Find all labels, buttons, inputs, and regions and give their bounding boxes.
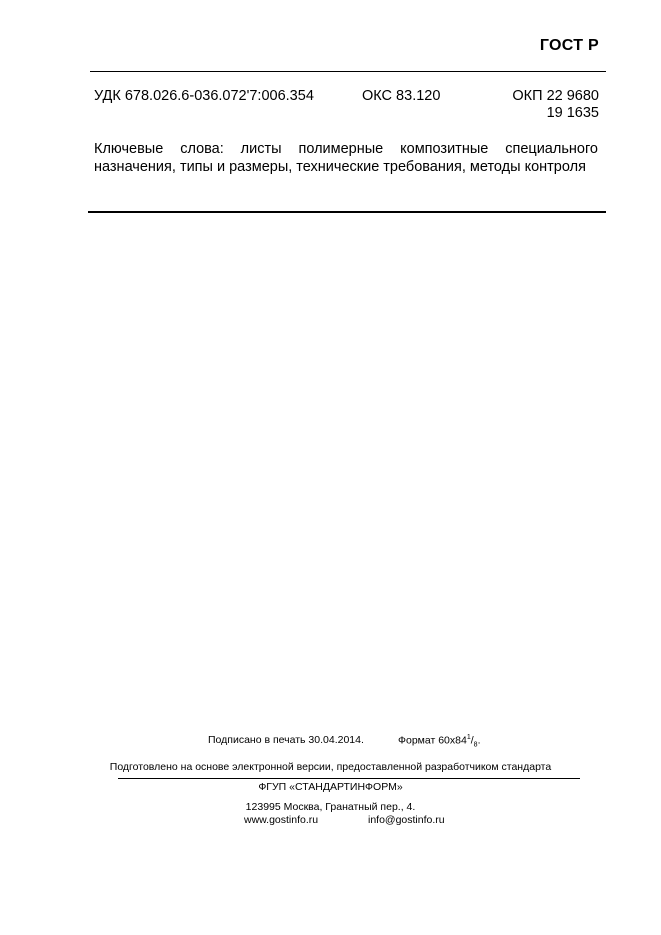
okp-code bbox=[512, 88, 599, 122]
udk-code: УДК 678.026.6-036.072'7:006.354 bbox=[94, 88, 314, 104]
keywords-paragraph: Ключевые слова: листы полимерные композитные специального назначения, типы и размеры, технические требования, методы контроля bbox=[94, 141, 598, 175]
website-link[interactable]: www.gostinfo.ru bbox=[244, 814, 319, 826]
signed-date: Подписано в печать 30.04.2014. bbox=[208, 734, 364, 746]
oks-code: ОКС 83.120 bbox=[362, 88, 441, 104]
publisher-address: 123995 Москва, Гранатный пер., 4. bbox=[245, 801, 416, 813]
okp-line-2: 19 1635 bbox=[546, 105, 599, 121]
header-rule bbox=[90, 71, 606, 72]
keywords-rule bbox=[88, 211, 606, 213]
format-denominator: 8 bbox=[473, 741, 478, 749]
okp-line-1: ОКП 22 9680 bbox=[512, 88, 599, 104]
email-link[interactable]: info@gostinfo.ru bbox=[368, 814, 445, 826]
prepared-note: Подготовлено на основе электронной версии, предоставленной разработчиком стандарта bbox=[109, 761, 552, 773]
imprint-rule bbox=[118, 778, 580, 779]
format-numerator: 1 bbox=[466, 734, 471, 741]
format-suffix: . bbox=[477, 734, 481, 747]
format-prefix: Формат 60х84 bbox=[398, 734, 467, 747]
standard-designation: ГОСТ Р bbox=[539, 37, 599, 54]
print-format: Формат $60х84^1/_8$. bbox=[398, 734, 481, 749]
publisher-name: ФГУП «СТАНДАРТИНФОРМ» bbox=[258, 781, 403, 793]
